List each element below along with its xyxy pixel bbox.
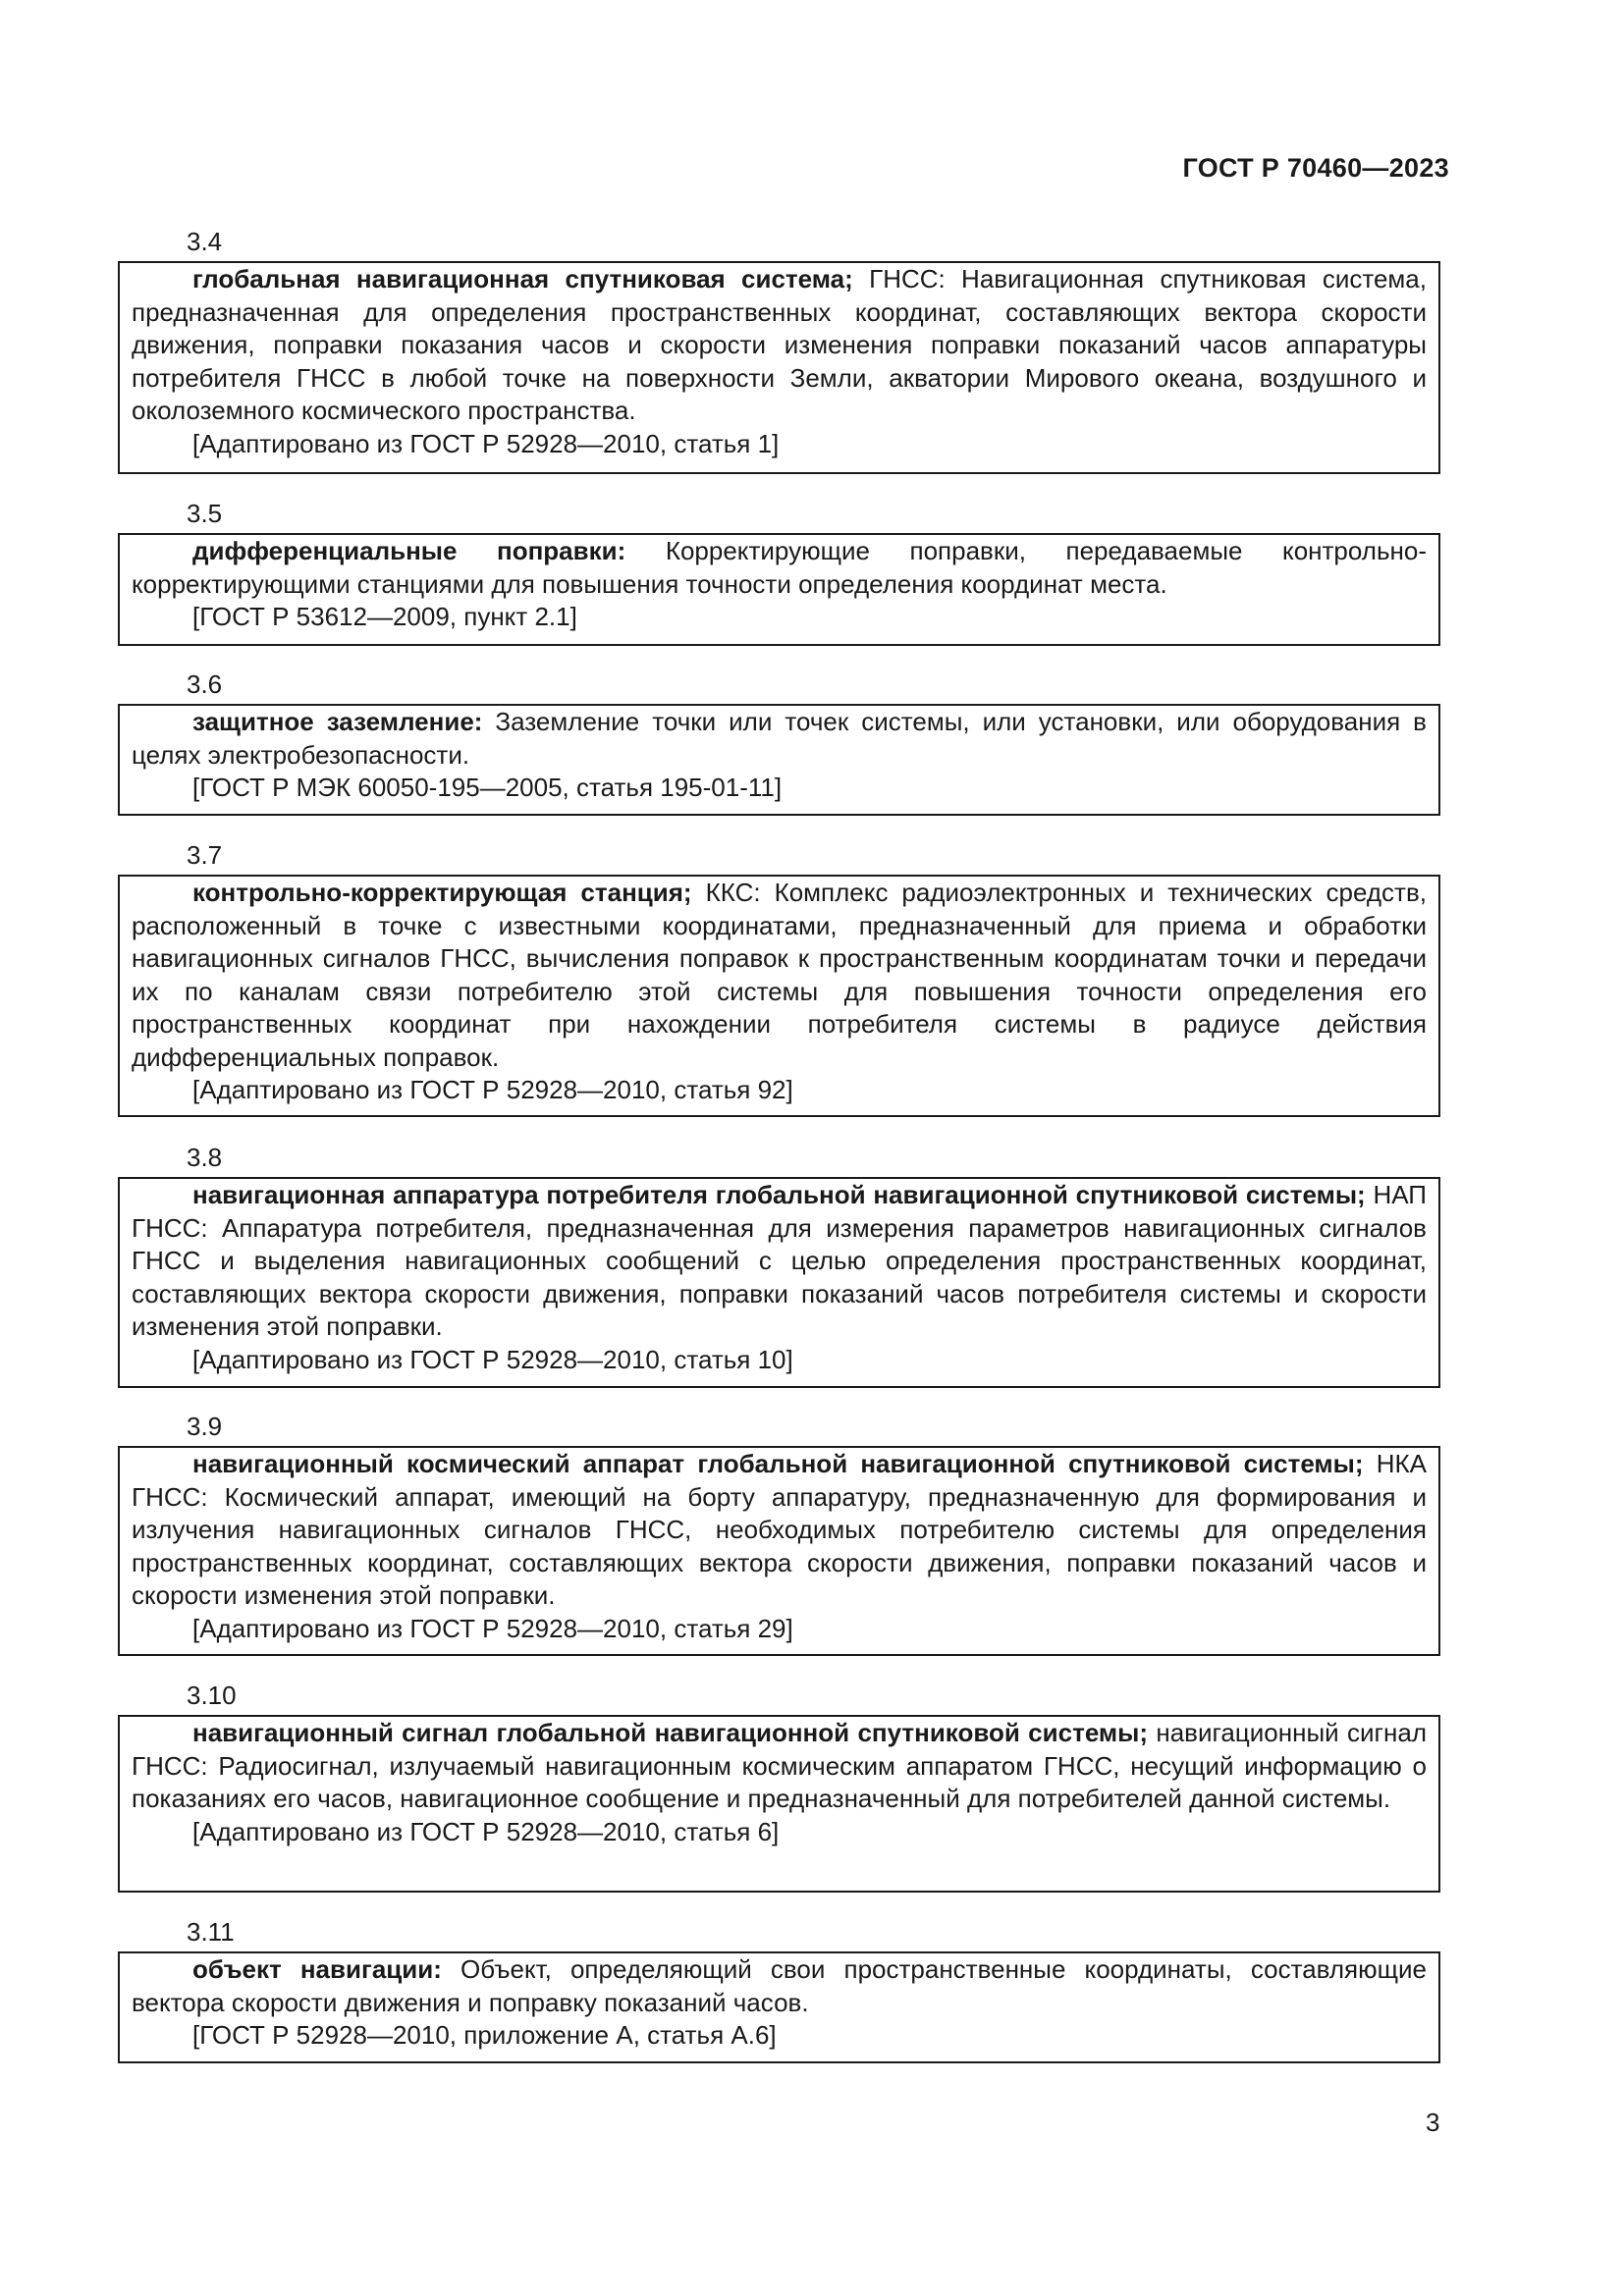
term-definition: НКА ГНСС: Космический аппарат, имеющий на борту аппаратуру, предназначенную для формирования и излучения навигационных сигналов ГНСС, необходимых потребителю системы для определения пространственных координат, составляющих вектора скорости движения, поправки показаний часов и скорости изменения этой поправки. <box>132 1449 1427 1610</box>
term-source: [Адаптировано из ГОСТ Р 52928—2010, статья 10] <box>192 1344 793 1374</box>
term-entry-box <box>118 1715 1440 1893</box>
term-paragraph <box>132 535 1427 601</box>
term-paragraph <box>132 706 1427 772</box>
term-entry-box <box>118 1446 1440 1656</box>
term-entry-box <box>118 261 1440 474</box>
entry-number: 3.4 <box>187 227 223 256</box>
term-title: глобальная навигационная спутниковая система; <box>192 264 853 294</box>
term-definition: ККС: Комплекс радиоэлектронных и технических средств, расположенный в точке с известными координатами, предназначенный для приема и обработки навигационных сигналов ГНСС, вычисления поправок к пространственным координатам точки и передачи их по каналам связи потребителю этой системы для повышения точности определения его пространственных координат при нахождении потребителя системы в радиусе действия дифференциальных поправок. <box>132 878 1427 1072</box>
term-source: [ГОСТ Р 52928—2010, приложение А, статья А.6] <box>192 2020 777 2050</box>
term-definition: Заземление точки или точек системы, или установки, или оборудования в целях электробезопасности. <box>132 707 1427 770</box>
term-title: дифференциальные поправки: <box>192 536 626 565</box>
term-paragraph <box>132 877 1427 1074</box>
term-paragraph <box>132 1448 1427 1613</box>
term-title: защитное заземление: <box>192 707 483 736</box>
term-definition: ГНСС: Навигационная спутниковая система, предназначенная для определения пространственных координат, составляющих вектора скорости движения, поправки показания часов и скорости изменения поправки показаний часов аппаратуры потребителя ГНСС в любой точке на поверхности Земли, акватории Мирового океана, воздушного и околоземного космического пространства. <box>132 264 1427 425</box>
term-definition: НАП ГНСС: Аппаратура потребителя, предназначенная для измерения параметров навигационных сигналов ГНСС и выделения навигационных сообщений с целью определения пространственных координат, составляющих вектора скорости движения, поправки показаний часов потребителя системы и скорости изменения этой поправки. <box>132 1180 1427 1341</box>
term-definition: Объект, определяющий свои пространственные координаты, составляющие вектора скорости движения и поправку показаний часов. <box>132 1954 1428 2017</box>
term-paragraph <box>132 263 1427 428</box>
term-paragraph <box>132 1179 1427 1344</box>
page-number: 3 <box>1426 2108 1440 2137</box>
entry-number: 3.6 <box>187 669 223 699</box>
entry-number: 3.5 <box>187 499 223 528</box>
term-title: контрольно-корректирующая станция; <box>192 878 692 907</box>
term-entry-box <box>118 533 1440 646</box>
term-definition: навигационный сигнал ГНСС: Радиосигнал, излучаемый навигационным космическим аппаратом ГНСС, несущий информацию о показаниях его часов, навигационное сообщение и предназначенный для потребителей данной системы. <box>132 1718 1427 1813</box>
term-source: [Адаптировано из ГОСТ Р 52928—2010, статья 1] <box>192 428 780 458</box>
entry-number: 3.9 <box>187 1412 223 1441</box>
term-entry-box <box>118 704 1440 816</box>
entry-number: 3.11 <box>187 1917 235 1947</box>
term-entry-box <box>118 875 1440 1117</box>
term-paragraph <box>132 1953 1427 2019</box>
term-source: [Адаптировано из ГОСТ Р 52928—2010, статья 6] <box>192 1816 780 1846</box>
term-entry-box <box>118 1951 1440 2063</box>
term-source: [ГОСТ Р МЭК 60050-195—2005, статья 195-01-11] <box>192 773 783 802</box>
document-header-id: ГОСТ Р 70460—2023 <box>1182 153 1449 183</box>
term-title: навигационная аппаратура потребителя глобальной навигационной спутниковой системы; <box>192 1180 1366 1209</box>
term-definition: Корректирующие поправки, передаваемые контрольно-корректирующими станциями для повышения точности определения координат места. <box>132 536 1427 599</box>
term-paragraph <box>132 1717 1427 1816</box>
term-title: объект навигации: <box>192 1954 442 1984</box>
term-entry-box <box>118 1177 1440 1388</box>
entry-number: 3.8 <box>187 1143 223 1172</box>
term-source: [Адаптировано из ГОСТ Р 52928—2010, статья 29] <box>192 1613 793 1643</box>
term-source: [ГОСТ Р 53612—2009, пункт 2.1] <box>192 602 577 631</box>
entry-number: 3.7 <box>187 840 223 870</box>
term-title: навигационный космический аппарат глобальной навигационной спутниковой системы; <box>192 1449 1364 1478</box>
term-title: навигационный сигнал глобальной навигационной спутниковой системы; <box>192 1718 1149 1747</box>
entry-number: 3.10 <box>187 1681 237 1710</box>
term-source: [Адаптировано из ГОСТ Р 52928—2010, статья 92] <box>192 1075 793 1104</box>
